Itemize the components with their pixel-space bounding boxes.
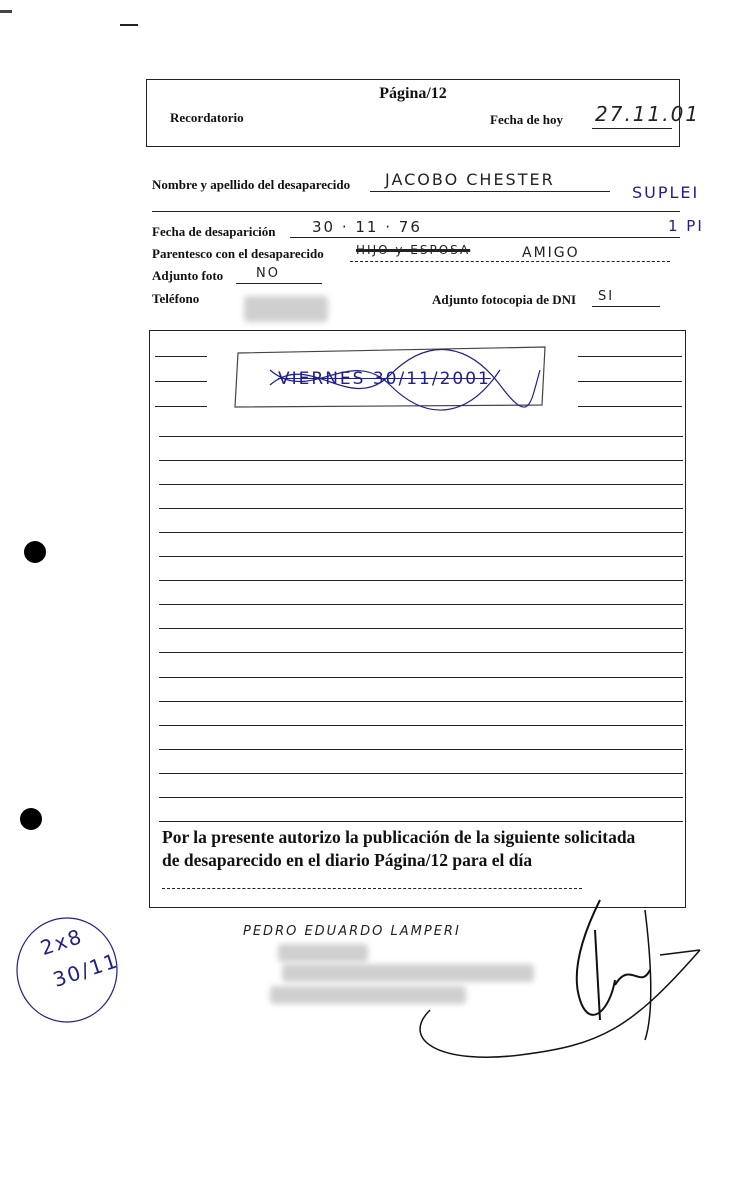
margin-note-1: SUPLEI [632,183,700,202]
signer-name: PEDRO EDUARDO LAMPERI [243,924,461,939]
relation-value: AMIGO [522,245,580,261]
today-date-value: 27.11.01 [595,102,701,126]
authorization-line-2: de desaparecido en el diario Página/12 para el día [162,850,533,870]
photo-label: Adjunto foto [152,268,224,283]
margin-note-2: 1 PI [668,217,704,235]
stamp-date-text: VIERNES 30/11/2001 [278,369,491,389]
dni-value: SI [598,289,615,304]
name-value: JACOBO CHESTER [385,170,555,189]
address-redacted [278,944,368,962]
relation-label: Parentesco con el desaparecido [152,246,324,261]
circle-note-line-2: 30/11 [49,948,122,992]
name-label: Nombre y apellido del desaparecido [152,177,351,192]
today-date-label: Fecha de hoy [490,112,563,127]
page-title: Página/12 [379,85,447,102]
photo-value: NO [256,266,280,281]
header-subtitle: Recordatorio [170,110,244,125]
authorization-text [162,826,635,872]
disappearance-date-value: 30 · 11 · 76 [312,218,422,236]
relation-struck: HIJO y ESPOSA [356,243,471,257]
circle-note-line-1: 2x8 [37,923,86,961]
phone-label: Teléfono [152,291,200,306]
dni-label: Adjunto fotocopia de DNI [432,292,577,307]
handwritten-signature [400,890,720,1070]
authorization-line-1: Por la presente autorizo la publicación de la siguiente solicitada [162,827,636,847]
date-stamp-area [230,345,570,415]
disappearance-date-label: Fecha de desaparición [152,224,276,239]
